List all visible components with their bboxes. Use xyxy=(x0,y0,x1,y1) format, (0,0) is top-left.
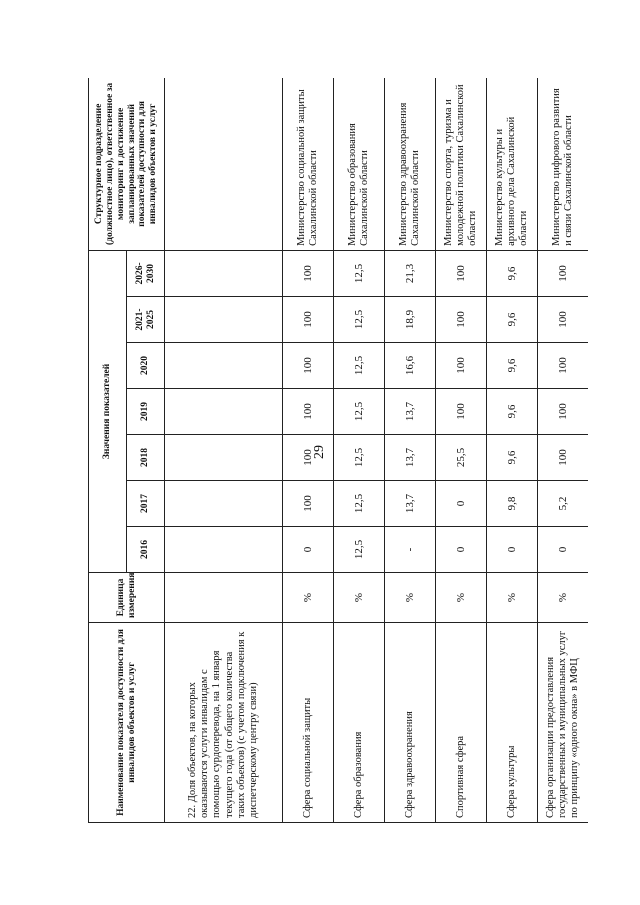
row-value xyxy=(165,343,283,389)
row-value: 100 xyxy=(538,297,589,343)
row-value: 12,5 xyxy=(334,297,385,343)
row-value: 9,8 xyxy=(487,481,538,527)
header-year: 2016 xyxy=(127,527,165,573)
header-year: 2020 xyxy=(127,343,165,389)
row-unit: % xyxy=(385,573,436,623)
row-value: 100 xyxy=(436,297,487,343)
header-values-group: Значения показателей xyxy=(89,250,127,572)
indicators-table xyxy=(88,78,588,823)
row-value: 13,7 xyxy=(385,389,436,435)
row-name: Сфера образования xyxy=(334,623,385,823)
row-name: Спортивная сфера xyxy=(436,623,487,823)
header-year: 2019 xyxy=(127,389,165,435)
table-row xyxy=(165,78,283,823)
table-row xyxy=(538,78,589,823)
row-value: 100 xyxy=(538,389,589,435)
row-unit xyxy=(165,573,283,623)
row-value: 25,5 xyxy=(436,435,487,481)
row-name: Сфера организации предоставления государственных и муниципальных услуг по принципу «одного окна» в МФЦ xyxy=(538,623,589,823)
row-value: 12,5 xyxy=(334,343,385,389)
row-value: 100 xyxy=(283,435,334,481)
row-value: 12,5 xyxy=(334,389,385,435)
table-row xyxy=(487,78,538,823)
row-value: 16,6 xyxy=(385,343,436,389)
row-value: 100 xyxy=(538,343,589,389)
row-value: 13,7 xyxy=(385,435,436,481)
row-value xyxy=(165,389,283,435)
rotated-table-wrapper xyxy=(88,78,588,823)
header-unit: Единица измерения xyxy=(89,573,165,623)
row-name: 22. Доля объектов, на которых оказываются услуги инвалидам с помощью сурдоперевода, на 1 января текущего года (от общего количества таких объектов) (с учетом подключения к диспетчерскому центру связи) xyxy=(165,623,283,823)
row-value: 100 xyxy=(538,435,589,481)
row-value xyxy=(165,527,283,573)
table-row xyxy=(283,78,334,823)
table-row xyxy=(334,78,385,823)
row-responsible xyxy=(165,78,283,250)
row-value xyxy=(165,435,283,481)
table-row xyxy=(436,78,487,823)
row-value: 13,7 xyxy=(385,481,436,527)
row-value: 100 xyxy=(283,343,334,389)
header-year: 2021-2025 xyxy=(127,297,165,343)
row-value: 0 xyxy=(538,527,589,573)
row-value: 100 xyxy=(436,250,487,296)
row-value: - xyxy=(385,527,436,573)
row-responsible: Министерство культуры и архивного дела Сахалинской области xyxy=(487,78,538,250)
row-unit: % xyxy=(538,573,589,623)
row-unit: % xyxy=(436,573,487,623)
page-number: 29 xyxy=(312,445,327,459)
row-name: Сфера культуры xyxy=(487,623,538,823)
row-value: 100 xyxy=(283,297,334,343)
row-responsible: Министерство социальной защиты Сахалинской области xyxy=(283,78,334,250)
row-value: 9,6 xyxy=(487,343,538,389)
row-value xyxy=(165,297,283,343)
row-value: 12,5 xyxy=(334,435,385,481)
row-value: 100 xyxy=(283,481,334,527)
row-value: 9,6 xyxy=(487,389,538,435)
row-value: 18,9 xyxy=(385,297,436,343)
row-value: 100 xyxy=(283,250,334,296)
header-year: 2018 xyxy=(127,435,165,481)
row-value: 5,2 xyxy=(538,481,589,527)
row-unit: % xyxy=(283,573,334,623)
row-value: 100 xyxy=(436,389,487,435)
row-value: 9,6 xyxy=(487,435,538,481)
row-responsible: Министерство образования Сахалинской области xyxy=(334,78,385,250)
row-value: 9,6 xyxy=(487,297,538,343)
row-name: Сфера здравоохранения xyxy=(385,623,436,823)
row-value: 21,3 xyxy=(385,250,436,296)
header-name: Наименование показателя доступности для инвалидов объектов и услуг xyxy=(89,623,165,823)
header-year: 2026-2030 xyxy=(127,250,165,296)
row-value: 0 xyxy=(283,527,334,573)
row-value: 12,5 xyxy=(334,481,385,527)
header-year: 2017 xyxy=(127,481,165,527)
row-value: 100 xyxy=(283,389,334,435)
header-row-1 xyxy=(89,78,127,823)
row-responsible: Министерство спорта, туризма и молодежной политики Сахалинской области xyxy=(436,78,487,250)
header-responsible: Структурное подразделение (должностное лицо), ответственное за мониторинг и достижение запланированных значений показателей доступности для инвалидов объектов и услуг xyxy=(89,78,165,250)
row-name: Сфера социальной защиты xyxy=(283,623,334,823)
row-value: 9,6 xyxy=(487,250,538,296)
row-value: 100 xyxy=(538,250,589,296)
row-unit: % xyxy=(334,573,385,623)
row-unit: % xyxy=(487,573,538,623)
row-value: 100 xyxy=(436,343,487,389)
row-value: 0 xyxy=(436,481,487,527)
row-value: 0 xyxy=(436,527,487,573)
row-value xyxy=(165,250,283,296)
table-row xyxy=(385,78,436,823)
row-responsible: Министерство цифрового развития и связи Сахалинской области xyxy=(538,78,589,250)
row-value xyxy=(165,481,283,527)
row-value: 12,5 xyxy=(334,527,385,573)
row-value: 0 xyxy=(487,527,538,573)
row-value: 12,5 xyxy=(334,250,385,296)
row-responsible: Министерство здравоохранения Сахалинской области xyxy=(385,78,436,250)
rotated-table-frame xyxy=(88,78,588,823)
